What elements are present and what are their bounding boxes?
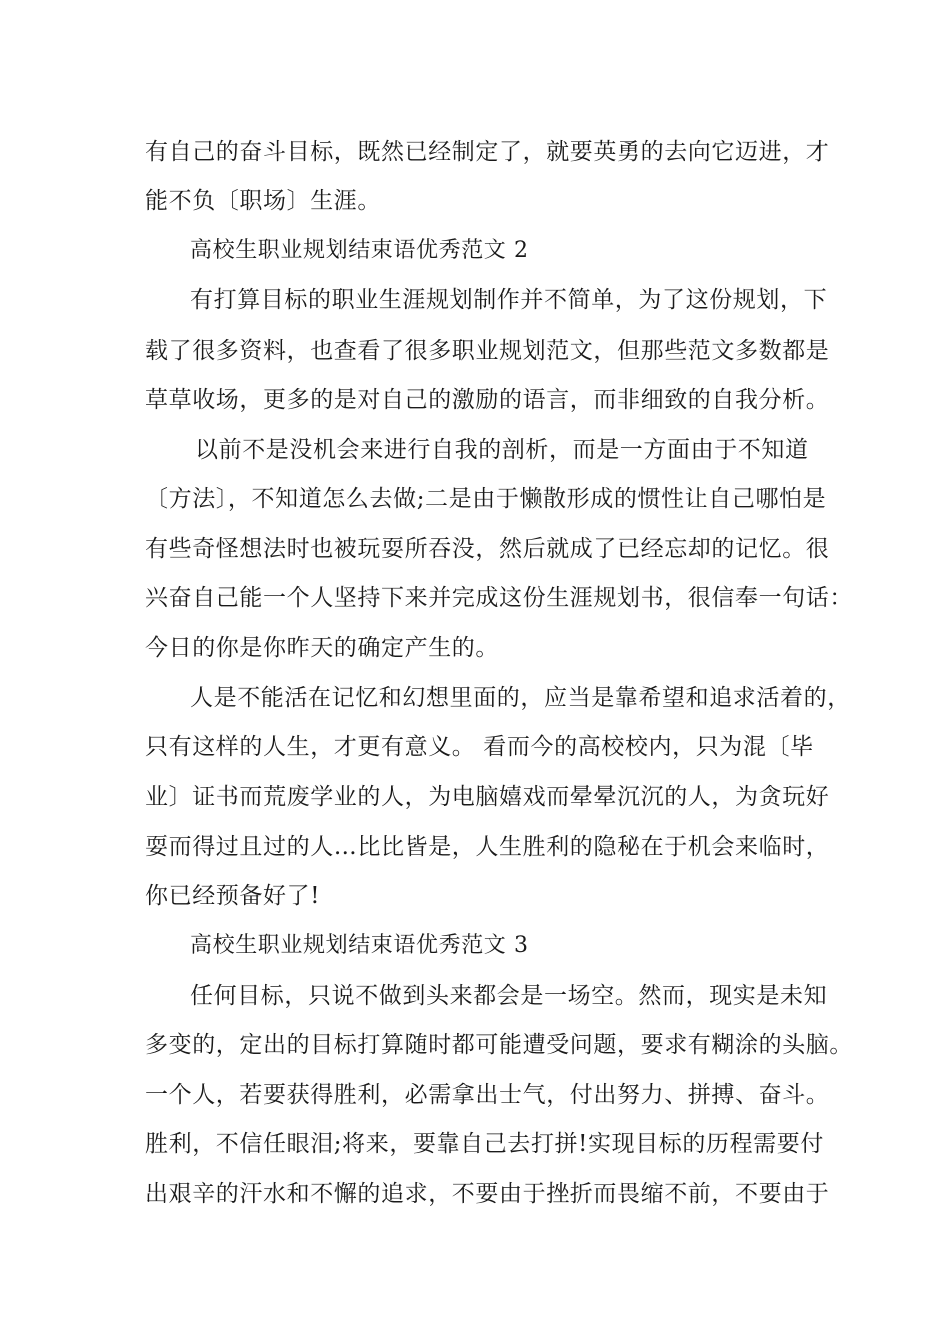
paragraph-line: 业〕证书而荒废学业的人，为电脑嬉戏而晕晕沉沉的人，为贪玩好: [145, 784, 830, 810]
paragraph-line: 兴奋自己能一个人坚持下来并完成这份生涯规划书，很信奉一句话：: [145, 585, 853, 611]
paragraph-line: 你已经预备好了!: [145, 883, 321, 909]
paragraph-line: 出艰辛的汗水和不懈的追求，不要由于挫折而畏缩不前，不要由于: [145, 1181, 830, 1207]
paragraph-line: 一个人，若要获得胜利，必需拿出士气，付出努力、拼搏、奋斗。: [145, 1082, 830, 1108]
paragraph-line: 多变的，定出的目标打算随时都可能遭受问题，要求有糊涂的头脑。: [145, 1032, 853, 1058]
paragraph-line: 耍而得过且过的人…比比皆是，人生胜利的隐秘在于机会来临时，: [145, 834, 830, 860]
paragraph-line: 人是不能活在记忆和幻想里面的，应当是靠希望和追求活着的，: [190, 685, 851, 711]
paragraph-line: 有自己的奋斗目标，既然已经制定了，就要英勇的去向它迈进，才: [145, 139, 830, 165]
paragraph-line: 有些奇怪想法时也被玩耍所吞没，然后就成了已经忘却的记忆。很: [145, 536, 830, 562]
paragraph-line: 任何目标，只说不做到头来都会是一场空。然而，现实是未知: [190, 983, 828, 1009]
paragraph-line: 有打算目标的职业生涯规划制作并不简单，为了这份规划，下: [190, 287, 828, 313]
section-heading: 高校生职业规划结束语优秀范文 2: [190, 238, 529, 263]
paragraph-line: 载了很多资料，也查看了很多职业规划范文，但那些范文多数都是: [145, 338, 830, 364]
paragraph-line: 今日的你是你昨天的确定产生的。: [145, 635, 499, 661]
section-heading: 高校生职业规划结束语优秀范文 3: [190, 933, 529, 958]
paragraph-line: 胜利，不信任眼泪;将来，要靠自己去打拼!实现目标的历程需要付: [145, 1131, 824, 1157]
paragraph-line: 以前不是没机会来进行自我的剖析，而是一方面由于不知道: [195, 437, 809, 463]
paragraph-line: 只有这样的人生，才更有意义。 看而今的高校校内，只为混〔毕: [145, 734, 814, 760]
paragraph-line: 草草收场，更多的是对自己的激励的语言，而非细致的自我分析。: [145, 387, 830, 413]
paragraph-line: 能不负〔职场〕生涯。: [145, 188, 381, 214]
paragraph-line: 〔方法〕，不知道怎么去做;二是由于懒散形成的惯性让自己哪怕是: [145, 486, 827, 512]
